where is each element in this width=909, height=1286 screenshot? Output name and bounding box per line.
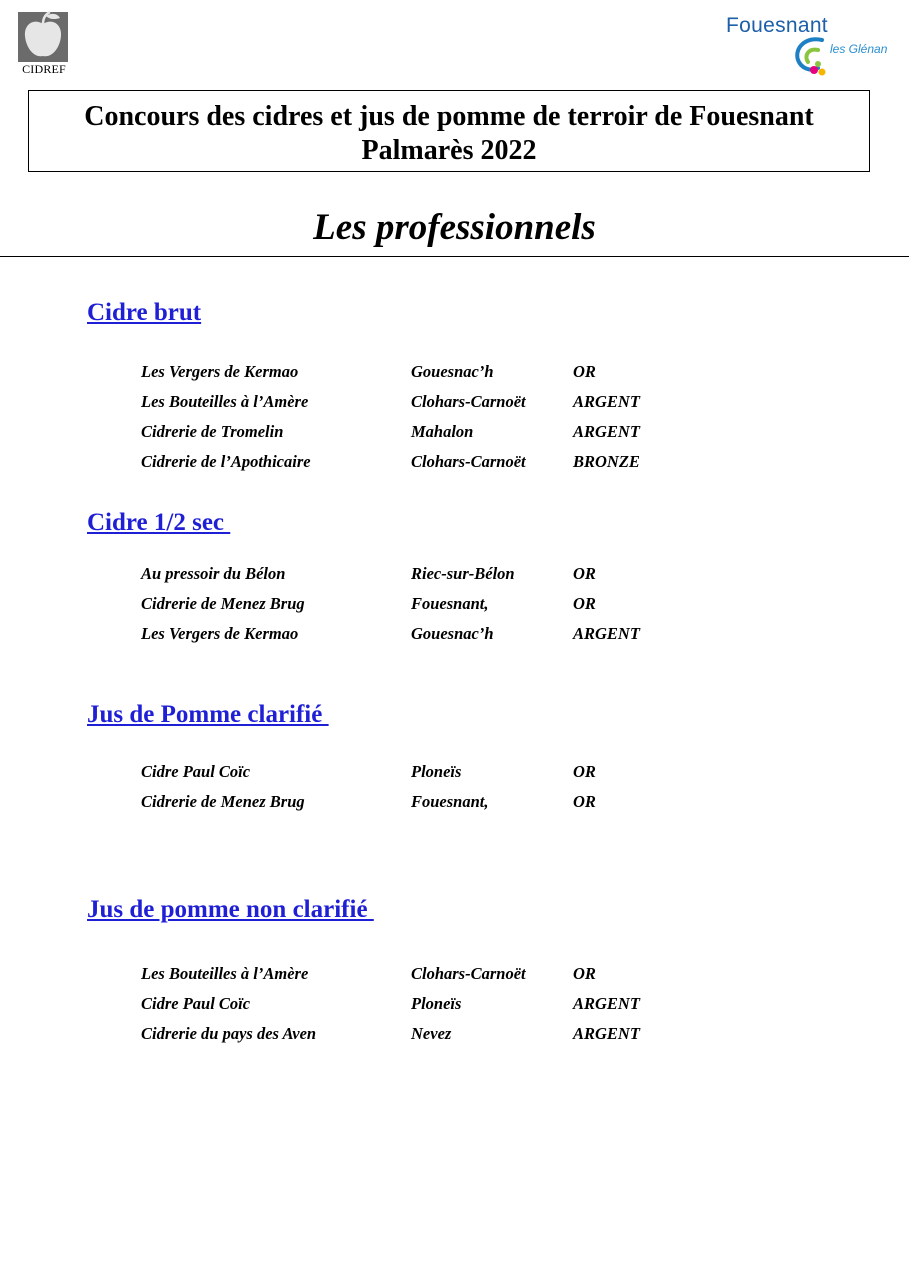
award-medal: OR — [573, 964, 596, 983]
award-medal: OR — [573, 762, 596, 781]
cidref-logo — [16, 6, 72, 76]
apple-logo-icon — [16, 6, 72, 62]
award-medal: ARGENT — [573, 392, 640, 411]
award-medal: OR — [573, 594, 596, 613]
producer-name: Au pressoir du Bélon — [141, 564, 286, 583]
producer-name: Les Vergers de Kermao — [141, 624, 299, 643]
award-medal: ARGENT — [573, 624, 640, 643]
award-medal: ARGENT — [573, 422, 640, 441]
award-medal: OR — [573, 792, 596, 811]
producer-town: Riec-sur-Bélon — [411, 564, 515, 583]
fouesnant-subtitle: les Glénan — [830, 42, 888, 56]
producer-town: Gouesnac’h — [411, 362, 494, 381]
heading-divider — [0, 256, 909, 257]
title-box — [28, 90, 870, 172]
producer-name: Cidrerie de l’Apothicaire — [141, 452, 311, 471]
category-title-jus-clarifie[interactable]: Jus de Pomme clarifié — [87, 701, 329, 728]
category-title-cidre-demi-sec[interactable]: Cidre 1/2 sec — [87, 509, 231, 536]
producer-town: Nevez — [411, 1024, 452, 1043]
category-title-cidre-brut[interactable]: Cidre brut — [87, 299, 202, 326]
producer-name: Les Bouteilles à l’Amère — [141, 964, 309, 983]
producer-name: Cidrerie de Menez Brug — [141, 792, 305, 811]
producer-town: Clohars-Carnoët — [411, 452, 526, 471]
page-subtitle: Palmarès 2022 — [361, 135, 537, 166]
page-title: Concours des cidres et jus de pomme de terroir de Fouesnant — [84, 101, 814, 132]
section-heading: Les professionnels — [313, 207, 596, 248]
producer-town: Clohars-Carnoët — [411, 392, 526, 411]
award-medal: BRONZE — [573, 452, 640, 471]
award-medal: ARGENT — [573, 1024, 640, 1043]
award-medal: ARGENT — [573, 994, 640, 1013]
producer-town: Ploneïs — [411, 994, 462, 1013]
producer-town: Ploneïs — [411, 762, 462, 781]
producer-name: Cidrerie du pays des Aven — [141, 1024, 317, 1043]
producer-name: Cidre Paul Coïc — [141, 994, 251, 1013]
category-title-jus-non-clarifie[interactable]: Jus de pomme non clarifié — [87, 896, 374, 923]
producer-name: Cidrerie de Menez Brug — [141, 594, 305, 613]
producer-name: Cidre Paul Coïc — [141, 762, 251, 781]
fouesnant-wordmark: Fouesnant — [726, 14, 828, 37]
producer-town: Fouesnant, — [411, 792, 489, 811]
producer-town: Fouesnant, — [411, 594, 489, 613]
fouesnant-logo — [722, 12, 902, 78]
award-medal: OR — [573, 564, 596, 583]
award-medal: OR — [573, 362, 596, 381]
producer-name: Les Vergers de Kermao — [141, 362, 299, 381]
producer-town: Clohars-Carnoët — [411, 964, 526, 983]
producer-name: Cidrerie de Tromelin — [141, 422, 284, 441]
swirl-icon — [792, 34, 832, 78]
cidref-label: CIDREF — [22, 62, 66, 76]
producer-town: Mahalon — [411, 422, 474, 441]
producer-name: Les Bouteilles à l’Amère — [141, 392, 309, 411]
producer-town: Gouesnac’h — [411, 624, 494, 643]
